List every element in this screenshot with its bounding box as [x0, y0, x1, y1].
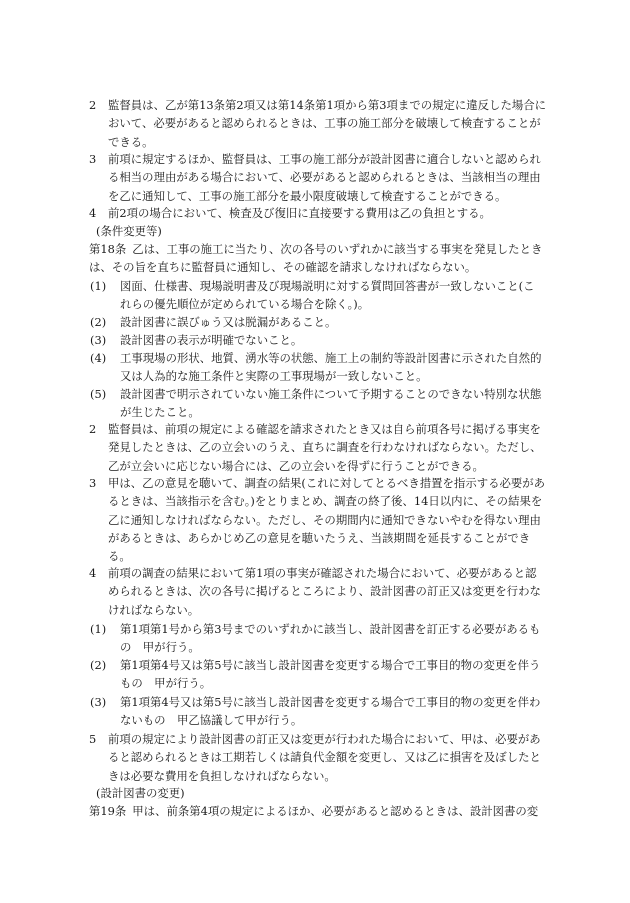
item-text: 第1項第4号又は第5号に該当し設計図書を変更する場合で工事目的物の変更を伴うもの 甲が行う。	[120, 658, 541, 691]
paragraph-text: 監督員は、前項の規定による確認を請求されたとき又は自ら前項各号に掲げる事実を発見したときは、乙の立会いのうえ、直ちに調査を行わなければならない。ただし、乙が立会いに応じない場合には、乙の立会いを得ずに行うことができる。	[108, 422, 542, 473]
item-text: 図面、仕様書、現場説明書及び現場説明に対する質問回答書が一致しないこと(これらの優先順位が定められている場合を除く。)。	[120, 279, 535, 312]
item-number: (3)	[90, 333, 107, 347]
item-number: (2)	[90, 658, 107, 672]
article-heading: (条件変更等)	[96, 224, 162, 238]
paragraph-text: 前項に規定するほか、監督員は、工事の施工部分が設計図書に適合しないと認められる相当の理由がある場合において、必要があると認められるときは、当該相当の理由を乙に通知して、工事の施工部分を最小限度破壊して検査することができる。	[108, 152, 541, 203]
article-19-heading	[0, 784, 630, 802]
paragraph-18-4-item-2	[0, 656, 630, 693]
paragraph-text: 甲は、乙の意見を聴いて、調査の結果(これに対してとるべき措置を指示する必要があるときは、当該指示を含む。)をとりまとめ、調査の終了後、14日以内に、その結果を乙に通知しなければならない。ただし、その期間内に通知できないやむを得ない理由があるときは、あらかじめ乙の意見を聴いたうえ、当該期間を延長することができる。	[108, 476, 546, 564]
paragraph-number: 4	[89, 206, 97, 220]
paragraph-text: 前項の調査の結果において第1項の事実が確認された場合において、必要があると認められるときは、次の各号に掲げるところにより、設計図書の訂正又は変更を行わなければならない。	[108, 566, 541, 617]
paragraph-18-4	[0, 564, 630, 619]
item-number: (5)	[90, 387, 107, 401]
article-18-item-4	[0, 349, 630, 386]
paragraph-18-2	[0, 420, 630, 475]
paragraph-17-3	[0, 150, 630, 205]
paragraph-18-4-item-1	[0, 620, 630, 657]
paragraph-number: 3	[89, 152, 97, 166]
item-number: (1)	[90, 279, 107, 293]
article-text: 乙は、工事の施工に当たり、次の各号のいずれかに該当する事実を発見したときは、その旨を直ちに監督員に通知し、その確認を請求しなければならない。	[89, 242, 543, 275]
paragraph-text: 前2項の場合において、検査及び復旧に直接要する費用は乙の負担とする。	[108, 206, 491, 220]
item-text: 設計図書の表示が明確でないこと。	[120, 333, 303, 347]
paragraph-18-4-item-3	[0, 693, 630, 730]
article-18-item-3	[0, 331, 630, 349]
paragraph-number: 2	[89, 422, 97, 436]
item-number: (2)	[90, 315, 107, 329]
article-19	[0, 802, 630, 820]
paragraph-number: 4	[89, 566, 97, 580]
item-text: 第1項第1号から第3号までのいずれかに該当し、設計図書を訂正する必要があるもの 甲が行う。	[120, 622, 541, 655]
article-number: 第19条	[89, 804, 127, 818]
item-text: 工事現場の形状、地質、湧水等の状態、施工上の制約等設計図書に示された自然的又は人為的な施工条件と実際の工事現場が一致しないこと。	[120, 351, 542, 384]
article-18-item-2	[0, 313, 630, 331]
paragraph-17-4	[0, 204, 630, 222]
paragraph-number: 2	[89, 98, 97, 112]
paragraph-text: 監督員は、乙が第13条第2項又は第14条第1項から第3項までの規定に違反した場合において、必要があると認められるときは、工事の施工部分を破壊して検査することができる。	[108, 98, 547, 149]
paragraph-number: 3	[89, 476, 97, 490]
paragraph-18-3	[0, 474, 630, 565]
item-number: (1)	[90, 622, 107, 636]
item-number: (3)	[90, 695, 107, 709]
article-number: 第18条	[89, 242, 127, 256]
paragraph-17-2	[0, 96, 630, 151]
article-18-item-5	[0, 385, 630, 422]
item-number: (4)	[90, 351, 107, 365]
article-18-item-1	[0, 277, 630, 314]
article-heading: (設計図書の変更)	[96, 786, 185, 800]
item-text: 設計図書で明示されていない施工条件について予期することのできない特別な状態が生じたこと。	[120, 387, 542, 420]
article-18	[0, 240, 630, 277]
item-text: 設計図書に誤びゅう又は脱漏があること。	[120, 315, 337, 329]
paragraph-text: 前項の規定により設計図書の訂正又は変更が行われた場合において、甲は、必要があると認められるときは工期若しくは請負代金額を変更し、又は乙に損害を及ぼしたときは必要な費用を負担しなければならない。	[108, 732, 541, 783]
paragraph-18-5	[0, 730, 630, 785]
item-text: 第1項第4号又は第5号に該当し設計図書を変更する場合で工事目的物の変更を伴わないもの 甲乙協議して甲が行う。	[120, 695, 541, 728]
paragraph-number: 5	[89, 732, 97, 746]
article-text: 甲は、前条第4項の規定によるほか、必要があると認めるときは、設計図書の変	[132, 804, 539, 818]
article-18-heading	[0, 222, 630, 240]
